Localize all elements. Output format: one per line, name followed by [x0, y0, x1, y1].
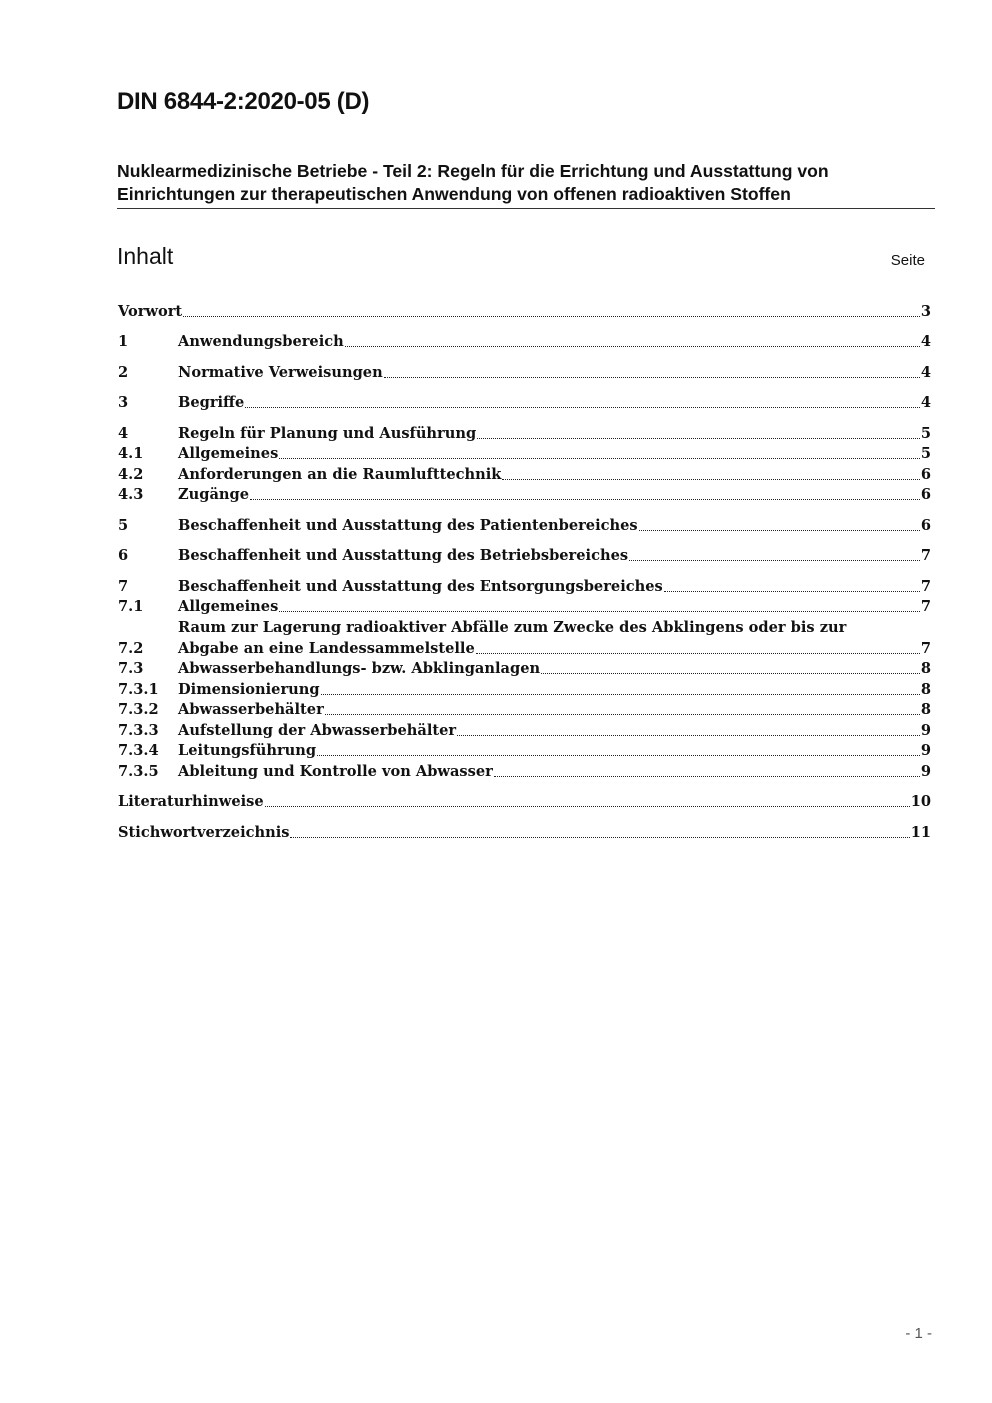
toc-page-column-label: Seite: [890, 252, 925, 269]
toc-entry-number: 2: [118, 364, 129, 381]
toc-leader-dots: [639, 529, 920, 531]
toc-entry-title[interactable]: Anwendungsbereich: [178, 333, 344, 350]
document-title-line-2: Einrichtungen zur therapeutischen Anwendung von offenen radioaktiven Stoffen: [117, 184, 791, 204]
toc-entry-number: 7.2: [118, 640, 144, 657]
toc-leader-dots: [477, 437, 920, 439]
toc-entry-title[interactable]: Beschaffenheit und Ausstattung des Betriebsbereiches: [178, 547, 629, 564]
toc-entry-title-line-1: Raum zur Lagerung radioaktiver Abfälle zum Zwecke des Abklingens oder bis zur: [178, 619, 847, 636]
toc-entry-page: 4: [920, 333, 931, 350]
toc-entry-title[interactable]: Dimensionierung: [178, 681, 320, 698]
toc-entry-page: 7: [920, 578, 931, 595]
toc-entry-page: 5: [920, 445, 931, 462]
toc-entry[interactable]: [118, 332, 931, 352]
toc-entry[interactable]: [118, 700, 931, 720]
toc-entry-title[interactable]: Normative Verweisungen: [178, 364, 383, 381]
toc-entry-title[interactable]: Vorwort: [118, 303, 183, 320]
toc-entry-title[interactable]: Leitungsführung: [178, 742, 317, 759]
toc-entry-number: 1: [118, 333, 129, 350]
toc-entry-number: 4.3: [118, 486, 144, 503]
toc-entry-number: 7.3.2: [118, 701, 159, 718]
toc-entry-title[interactable]: Stichwortverzeichnis: [118, 824, 290, 841]
toc-entry-number: 5: [118, 517, 129, 534]
toc-entry-title[interactable]: Regeln für Planung und Ausführung: [178, 425, 477, 442]
toc-entry-number: 4.2: [118, 466, 144, 483]
toc-entry[interactable]: [118, 741, 931, 761]
toc-entry[interactable]: [118, 465, 931, 485]
toc-entry-page: 9: [920, 742, 931, 759]
toc-leader-dots: [325, 713, 920, 715]
toc-entry-page: 8: [920, 701, 931, 718]
toc-entry-number: 7.3.5: [118, 763, 159, 780]
document-title-line-1: Nuklearmedizinische Betriebe - Teil 2: Regeln für die Errichtung und Ausstattung von: [117, 161, 829, 181]
toc-entry-page: 10: [910, 793, 931, 810]
toc-entry-page: 3: [920, 303, 931, 320]
toc-entry[interactable]: [118, 639, 931, 659]
toc-leader-dots: [384, 376, 920, 378]
toc-entry[interactable]: [118, 393, 931, 413]
toc-entry-page: 6: [920, 486, 931, 503]
toc-entry[interactable]: [118, 424, 931, 444]
toc-leader-dots: [317, 754, 920, 756]
toc-entry-title[interactable]: Abwasserbehälter: [178, 701, 324, 718]
toc-entry-number: 7.3.3: [118, 722, 159, 739]
toc-entry[interactable]: [118, 302, 931, 322]
toc-entry-number: 4: [118, 425, 129, 442]
toc-heading: Inhalt: [117, 243, 174, 269]
toc-leader-dots: [345, 345, 920, 347]
toc-leader-dots: [279, 457, 920, 459]
toc-entry-number: 7.3.1: [118, 681, 159, 698]
toc-leader-dots: [502, 478, 919, 480]
toc-entry-number: 7: [118, 578, 129, 595]
toc-entry[interactable]: [118, 823, 931, 843]
toc-entry-page: 7: [920, 547, 931, 564]
toc-entry-page: 4: [920, 394, 931, 411]
toc-entry-page: 7: [920, 640, 931, 657]
toc-entry-page: 6: [920, 517, 931, 534]
toc-entry-title[interactable]: Abgabe an eine Landessammelstelle: [178, 640, 475, 657]
toc-entry-page: 7: [920, 598, 931, 615]
toc-entry-number: 4.1: [118, 445, 144, 462]
toc-entry-title[interactable]: Allgemeines: [178, 598, 279, 615]
toc-entry-page: 4: [920, 364, 931, 381]
toc-leader-dots: [250, 498, 920, 500]
toc-leader-dots: [183, 315, 920, 317]
toc-entry[interactable]: [118, 792, 931, 812]
toc-entry-page: 5: [920, 425, 931, 442]
toc-leader-dots: [476, 652, 920, 654]
toc-entry-page: 11: [910, 824, 931, 841]
toc-entry-title[interactable]: Beschaffenheit und Ausstattung des Entsorgungsbereiches: [178, 578, 663, 595]
toc-leader-dots: [629, 559, 920, 561]
toc-entry[interactable]: [118, 577, 931, 597]
toc-entry-page: 6: [920, 466, 931, 483]
toc-entry[interactable]: [118, 597, 931, 617]
toc-entry-title[interactable]: Literaturhinweise: [118, 793, 264, 810]
toc-entry-title[interactable]: Anforderungen an die Raumlufttechnik: [178, 466, 502, 483]
toc-entry-title[interactable]: Beschaffenheit und Ausstattung des Patientenbereiches: [178, 517, 638, 534]
toc-leader-dots: [457, 734, 920, 736]
toc-entry[interactable]: [118, 659, 931, 679]
page-number: - 1 -: [905, 1325, 932, 1342]
toc-entry[interactable]: [118, 721, 931, 741]
toc-leader-dots: [541, 672, 920, 674]
toc-entry-number: 7.3.4: [118, 742, 159, 759]
toc-leader-dots: [265, 805, 910, 807]
toc-entry-title[interactable]: Begriffe: [178, 394, 245, 411]
toc-entry-page: 8: [920, 681, 931, 698]
toc-leader-dots: [494, 775, 920, 777]
toc-leader-dots: [279, 610, 920, 612]
toc-entry[interactable]: [118, 485, 931, 505]
toc-entry-number: 6: [118, 547, 129, 564]
document-title: [117, 160, 935, 209]
toc-entry[interactable]: [118, 444, 931, 464]
toc-entry-title[interactable]: Aufstellung der Abwasserbehälter: [178, 722, 457, 739]
toc-entry-title[interactable]: Abwasserbehandlungs- bzw. Abklinganlagen: [178, 660, 541, 677]
toc-entry-number: 7.1: [118, 598, 144, 615]
toc-entry-number: 7.3: [118, 660, 144, 677]
toc-entry[interactable]: [118, 363, 931, 383]
toc-entry-number: 3: [118, 394, 129, 411]
toc-entry-title[interactable]: Ableitung und Kontrolle von Abwasser: [178, 763, 493, 780]
toc-leader-dots: [245, 406, 920, 408]
toc-entry[interactable]: [118, 546, 931, 566]
toc-entry[interactable]: [118, 762, 931, 782]
toc-entry[interactable]: [118, 680, 931, 700]
toc-leader-dots: [290, 836, 909, 838]
toc-entry-page: 9: [920, 763, 931, 780]
toc-leader-dots: [664, 590, 920, 592]
toc-entry-title[interactable]: Zugänge: [178, 486, 250, 503]
toc-entry-page: 9: [920, 722, 931, 739]
toc-leader-dots: [321, 693, 920, 695]
toc-entry-page: 8: [920, 660, 931, 677]
document-id: DIN 6844-2:2020-05 (D): [117, 88, 370, 115]
toc-entry-title[interactable]: Allgemeines: [178, 445, 279, 462]
toc-entry[interactable]: [118, 516, 931, 536]
